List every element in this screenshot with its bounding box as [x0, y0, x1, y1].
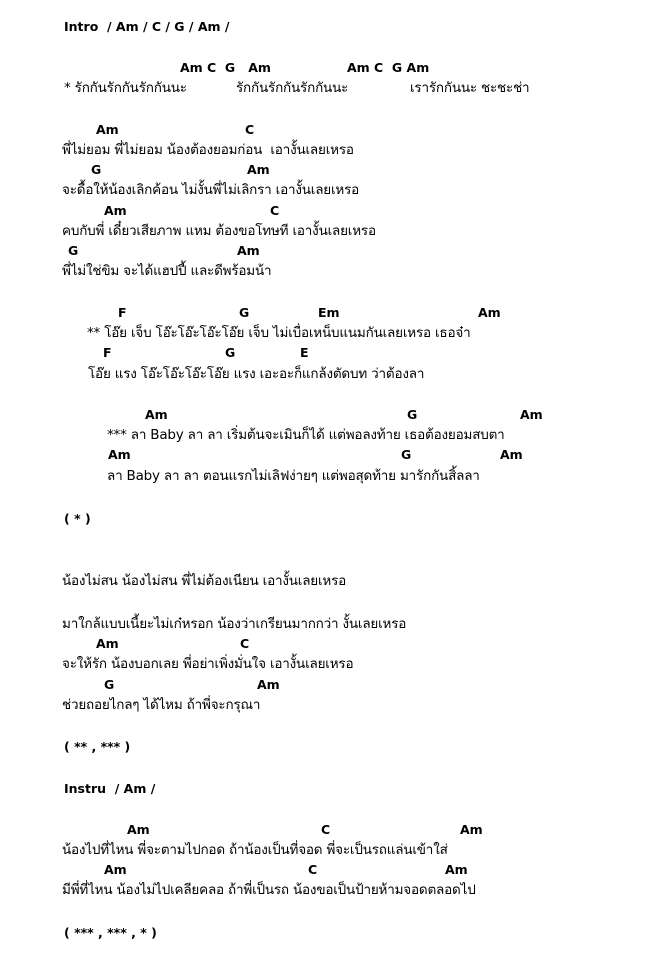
chord-label: C — [240, 636, 250, 651]
chord-label: G — [407, 407, 418, 422]
chord-label: Am — [257, 677, 280, 692]
lyric-line: เรารักกันนะ ชะชะช่า — [410, 80, 530, 96]
chord-label: E — [300, 345, 309, 360]
chord-label: Am — [500, 447, 523, 462]
lyric-line: จะให้รัก น้องบอกเลย พี่อย่าเพิ่งมั่นใจ เอางั้นเลยเหรอ — [62, 656, 354, 672]
lyric-line: น้องไปที่ไหน พี่จะตามไปกอด ถ้าน้องเป็นที่จอด พี่จะเป็นรถแล่นเข้าใส่ — [62, 842, 448, 858]
lyric-line: คบกับพี่ เดี๋ยวเสียภาพ แหม ต้องขอโทษที เอางั้นเลยเหรอ — [62, 223, 376, 239]
chord-label: Am — [145, 407, 168, 422]
chord-label: Am — [478, 305, 501, 320]
lyric-line: จะดื้อให้น้องเลิกค้อน ไม่งั้นพี่ไม่เลิกรา เอางั้นเลยเหรอ — [62, 182, 360, 198]
lyric-line: รักกันรักกันรักกันนะ — [236, 80, 349, 96]
chord-label: Em — [318, 305, 340, 320]
chord-label: G — [91, 162, 102, 177]
chord-label: C — [321, 822, 331, 837]
repeat-marker: ( * ) — [64, 511, 91, 526]
chord-label: Am — [127, 822, 150, 837]
chord-label: G — [225, 345, 236, 360]
lyric-line: พี่ไม่ใช่ขิม จะได้แฮปปี้ และดีพร้อมน้า — [62, 263, 272, 279]
chord-label: Am — [108, 447, 131, 462]
chord-label: Am — [520, 407, 543, 422]
chord-label: Am C G Am — [347, 60, 430, 75]
chord-label: Am — [445, 862, 468, 877]
lyric-line: พี่ไม่ยอม พี่ไม่ยอม น้องต้องยอมก่อน เอางั้นเลยเหรอ — [62, 142, 354, 158]
chord-label: G — [239, 305, 250, 320]
chord-label: Am — [247, 162, 270, 177]
lyric-line: *** ลา Baby ลา ลา เริ่มต้นจะเมินก็ได้ แต่พอลงท้าย เธอต้องยอมสบตา — [107, 427, 505, 443]
chord-label: Am — [237, 243, 260, 258]
chord-label: Am — [104, 862, 127, 877]
lyric-line: โอ๊ย แรง โอ๊ะโอ๊ะโอ๊ะโอ๊ย แรง เอะอะก็แกล้งตัดบท ว่าต้องลา — [88, 366, 425, 382]
intro-line: Intro / Am / C / G / Am / — [64, 19, 230, 34]
repeat-marker: ( *** , *** , * ) — [64, 925, 157, 940]
chord-label: F — [118, 305, 127, 320]
chord-label: C — [270, 203, 280, 218]
chord-label: G — [68, 243, 79, 258]
lyric-line: * รักกันรักกันรักกันนะ — [64, 80, 187, 96]
lyric-line: น้องไม่สน น้องไม่สน พี่ไม่ต้องเนียน เอางั้นเลยเหรอ — [62, 573, 347, 589]
lyric-line: ช่วยถอยไกลๆ ได้ไหม ถ้าพี่จะกรุณา — [62, 697, 261, 713]
chord-label: Am — [104, 203, 127, 218]
chord-label: C — [308, 862, 318, 877]
lyric-line: มาใกล้แบบเนี้ยะไม่เก๋หรอก น้องว่าเกรียนมากกว่า งั้นเลยเหรอ — [62, 616, 407, 632]
chord-label: Am C G Am — [180, 60, 271, 75]
repeat-marker: ( ** , *** ) — [64, 739, 131, 754]
lyric-line: ** โอ๊ย เจ็บ โอ๊ะโอ๊ะโอ๊ะโอ๊ย เจ็บ ไม่เบื่อเหน็บแนมกันเลยเหรอ เธอจ๋า — [87, 325, 471, 341]
chord-label: F — [103, 345, 112, 360]
chord-label: G — [401, 447, 412, 462]
chord-label: Am — [460, 822, 483, 837]
lyric-line: ลา Baby ลา ลา ตอนแรกไม่เลิฟง่ายๆ แต่พอสุดท้าย มารักกันสิ้ลลา — [107, 468, 480, 484]
instru-line: Instru / Am / — [64, 781, 156, 796]
chord-label: Am — [96, 636, 119, 651]
lyric-line: มีพี่ที่ไหน น้องไม่ไปเคลียคลอ ถ้าพี่เป็นรถ น้องขอเป็นป้ายห้ามจอดตลอดไป — [62, 882, 476, 898]
chord-label: Am — [96, 122, 119, 137]
chord-label: C — [245, 122, 255, 137]
chord-label: G — [104, 677, 115, 692]
